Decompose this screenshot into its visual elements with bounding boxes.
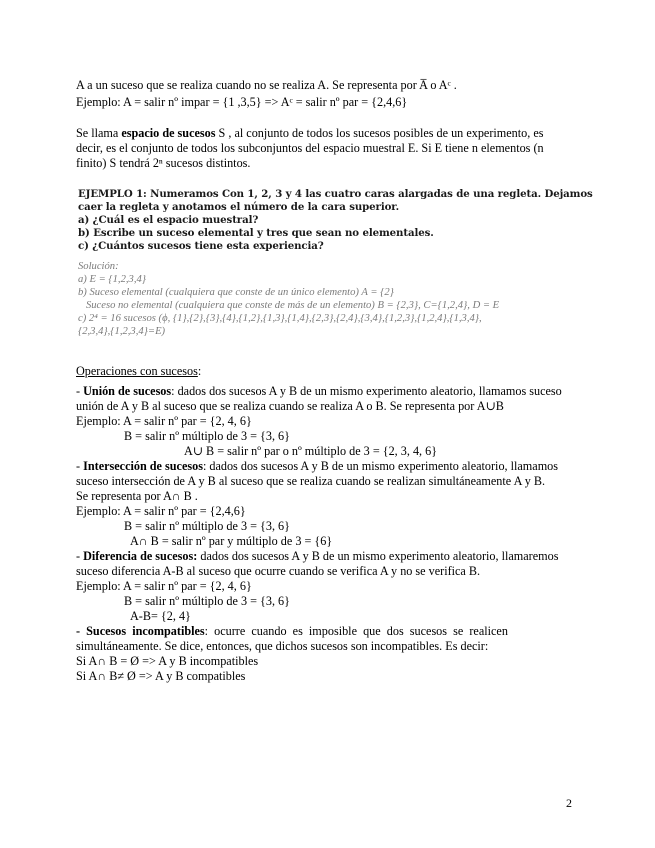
solution-line: c) 2⁴ = 16 sucesos (ϕ, {1},{2},{3},{4},{1,2},{1,3},{1,4},{2,3},{2,4},{3,4},{1,2,3},{1,2,4},{1,3,4}, (78, 313, 482, 324)
text-span: : dados dos sucesos A y B de un mismo experimento aleatorio, llamamos (202, 459, 559, 473)
page-number: 2 (566, 796, 572, 810)
union-example-3: A∪ B = salir nº par o nº múltiplo de 3 = {2, 3, 4, 6} (184, 444, 438, 458)
solution-line: Suceso no elemental (cualquiera que conste de más de un elemento) B = {2,3}, C={1,2,4}, D = E (78, 300, 500, 311)
dash: - (76, 549, 84, 563)
text-span: dados dos sucesos A y B de un mismo experimento aleatorio, llamaremos (197, 549, 559, 563)
solution-line: b) Suceso elemental (cualquiera que conste de un único elemento) A = {2} (78, 287, 394, 298)
dash: - (76, 459, 84, 473)
incompatible-line-2: simultáneamente. Se dice, entonces, que dichos sucesos son incompatibles. Es decir: (76, 639, 489, 653)
example-line: EJEMPLO 1: Numeramos Con 1, 2, 3 y 4 las cuatro caras alargadas de una regleta. Dejamos (78, 188, 593, 200)
solution-line: {2,3,4},{1,2,3,4}=E) (78, 326, 166, 337)
operations-heading (76, 364, 201, 378)
term-union: Unión de sucesos (83, 384, 172, 398)
space-definition-line-1 (76, 126, 544, 140)
text-span: S , al conjunto de todos los sucesos posibles de un experimento, es (215, 126, 544, 140)
dash: - (76, 624, 87, 638)
intersection-line-3: Se representa por A∩ B . (76, 489, 198, 503)
heading-colon: : (197, 364, 202, 378)
solution-line: a) E = {1,2,3,4} (78, 274, 146, 285)
text-span: Se llama (76, 126, 122, 140)
complement-definition-line: A a un suceso que se realiza cuando no se realiza A. Se representa por A̅ o Aᶜ . (76, 78, 457, 92)
term-incompatibles: Sucesos incompatibles (86, 624, 205, 638)
intersection-example-1: Ejemplo: A = salir nº par = {2,4,6} (76, 504, 246, 518)
difference-example-3: A-B= {2, 4} (130, 609, 191, 623)
incompatible-line-4: Si A∩ B≠ Ø => A y B compatibles (76, 669, 246, 683)
union-example-1: Ejemplo: A = salir nº par = {2, 4, 6} (76, 414, 252, 428)
text-span: : dados dos sucesos A y B de un mismo experimento aleatorio, llamamos suceso (171, 384, 562, 398)
union-example-2: B = salir nº múltiplo de 3 = {3, 6} (124, 429, 290, 443)
intersection-example-3: A∩ B = salir nº par y múltiplo de 3 = {6} (130, 534, 333, 548)
example-line: a) ¿Cuál es el espacio muestral? (78, 214, 259, 226)
difference-example-2: B = salir nº múltiplo de 3 = {3, 6} (124, 594, 290, 608)
intersection-line-2: suceso intersección de A y B al suceso que se realiza cuando se realizan simultáneamente A y B. (76, 474, 546, 488)
example-line: caer la regleta y anotamos el número de la cara superior. (78, 201, 400, 213)
solution-line: Solución: (78, 261, 119, 272)
complement-example-line: Ejemplo: A = salir nº impar = {1 ,3,5} => Aᶜ = salir nº par = {2,4,6} (76, 95, 408, 109)
union-line-2: unión de A y B al suceso que se realiza cuando se realiza A o B. Se representa por A∪B (76, 399, 504, 413)
heading-text: Operaciones con sucesos (76, 364, 198, 378)
term-interseccion: Intersección de sucesos (83, 459, 203, 473)
term-diferencia: Diferencia de sucesos: (83, 549, 198, 563)
space-definition-line-2: decir, es el conjunto de todos los subconjuntos del espacio muestral E. Si E tiene n elementos (n (76, 141, 544, 155)
dash: - (76, 384, 84, 398)
space-definition-line-3: finito) S tendrá 2ⁿ sucesos distintos. (76, 156, 251, 170)
union-line-1 (76, 384, 562, 398)
text-span: : ocurre cuando es imposible que dos sucesos se realicen (204, 624, 508, 638)
difference-example-1: Ejemplo: A = salir nº par = {2, 4, 6} (76, 579, 252, 593)
difference-line-2: suceso diferencia A-B al suceso que ocurre cuando se verifica A y no se verifica B. (76, 564, 481, 578)
intersection-example-2: B = salir nº múltiplo de 3 = {3, 6} (124, 519, 290, 533)
intersection-line-1 (76, 459, 558, 473)
term-espacio-de-sucesos: espacio de sucesos (121, 126, 216, 140)
incompatible-line-1 (76, 624, 508, 638)
difference-line-1 (76, 549, 558, 563)
example-line: b) Escribe un suceso elemental y tres que sean no elementales. (78, 227, 434, 239)
example-line: c) ¿Cuántos sucesos tiene esta experiencia? (78, 240, 324, 252)
incompatible-line-3: Si A∩ B = Ø => A y B incompatibles (76, 654, 259, 668)
